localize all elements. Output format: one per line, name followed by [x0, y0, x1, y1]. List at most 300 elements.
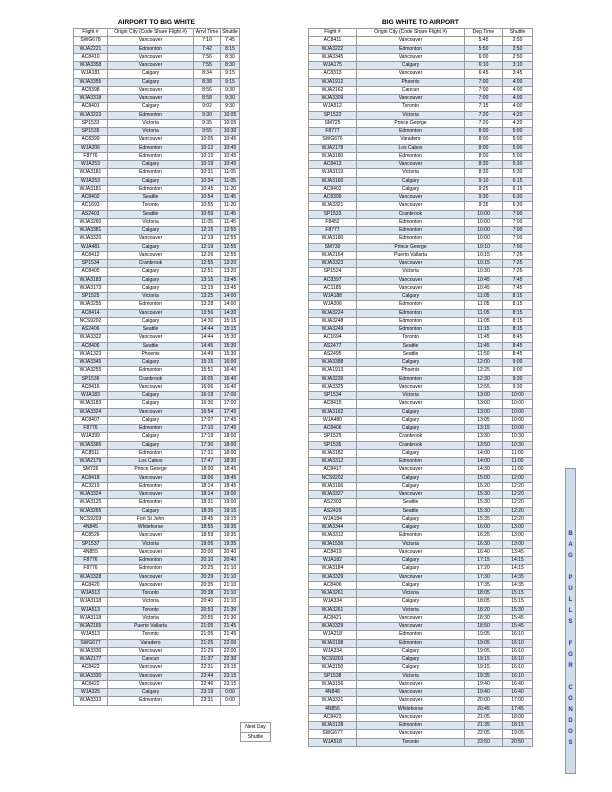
origin-city-cell: Vancouver — [108, 235, 194, 243]
shuttle-time-cell: 9:15 — [221, 78, 240, 86]
origin-city-cell: Edmonton — [108, 111, 194, 119]
time-cell: 19:40 — [465, 680, 503, 688]
vertical-note-letter: L — [568, 597, 573, 603]
origin-city-cell: Edmonton — [357, 326, 465, 334]
time-cell: 20:38 — [194, 590, 221, 598]
table-row — [309, 152, 533, 160]
shuttle-time-cell: 15:15 — [221, 326, 240, 334]
table-row — [309, 524, 533, 532]
flight-number-cell: AS2495 — [309, 350, 357, 358]
shuttle-time-cell: 5:30 — [503, 161, 533, 169]
origin-city-cell: Vancouver — [357, 548, 465, 556]
table-row — [74, 301, 240, 309]
time-cell: 8:00 — [465, 152, 503, 160]
flight-number-cell: WJA3160 — [309, 177, 357, 185]
shuttle-time-cell: 10:00 — [503, 425, 533, 433]
table-row — [309, 598, 533, 606]
table-row — [74, 317, 240, 325]
table-row — [309, 136, 533, 144]
shuttle-time-cell: 4:00 — [503, 95, 533, 103]
time-cell: 22:31 — [194, 664, 221, 672]
shuttle-time-cell: 11:20 — [221, 202, 240, 210]
origin-city-cell: Toronto — [108, 590, 194, 598]
origin-city-cell: Victoria — [357, 392, 465, 400]
origin-city-cell: Seattle — [357, 507, 465, 515]
origin-city-cell: Vancouver — [108, 309, 194, 317]
flight-number-cell: AC8423 — [309, 713, 357, 721]
time-cell: 15:30 — [465, 507, 503, 515]
origin-city-cell: Calgary — [108, 276, 194, 284]
vertical-note-letter: B — [568, 531, 573, 537]
shuttle-time-cell: 16:40 — [221, 367, 240, 375]
shuttle-time-cell: 4:00 — [503, 86, 533, 94]
flight-number-cell: AC8313 — [309, 70, 357, 78]
table-row — [74, 408, 240, 416]
flight-number-cell: WJA3183 — [74, 276, 108, 284]
shuttle-time-cell: 13:45 — [221, 284, 240, 292]
shuttle-time-cell: 12:55 — [221, 251, 240, 259]
flight-number-cell: WJA3184 — [309, 565, 357, 573]
flight-number-cell: SP1525 — [309, 433, 357, 441]
flight-number-cell: NCS9202 — [74, 317, 108, 325]
table-row — [309, 581, 533, 589]
origin-city-cell: Edmonton — [108, 697, 194, 705]
flight-number-cell: WJA3150 — [309, 664, 357, 672]
time-cell: 15:00 — [465, 474, 503, 482]
time-cell: 14:44 — [194, 334, 221, 342]
table-row — [309, 119, 533, 127]
flight-number-cell: AC8422 — [74, 680, 108, 688]
shuttle-time-cell: 10:45 — [221, 144, 240, 152]
table-row — [74, 565, 240, 573]
flight-number-cell: WJA2177 — [74, 656, 108, 664]
origin-city-cell: Toronto — [357, 738, 465, 746]
shuttle-time-cell: 15:30 — [221, 334, 240, 342]
shuttle-time-cell: 10:00 — [503, 400, 533, 408]
flight-number-cell: WJA3324 — [74, 408, 108, 416]
flight-number-cell: WJA3180 — [309, 152, 357, 160]
time-cell: 15:30 — [465, 491, 503, 499]
flight-number-cell: AC8401 — [74, 103, 108, 111]
origin-city-cell: Victoria — [357, 540, 465, 548]
origin-city-cell: Vancouver — [108, 86, 194, 94]
flight-number-cell: WJA3166 — [309, 482, 357, 490]
shuttle-time-cell: 20:40 — [221, 548, 240, 556]
shuttle-time-cell: 12:55 — [221, 235, 240, 243]
table-row — [74, 210, 240, 218]
shuttle-time-cell: 11:00 — [503, 449, 533, 457]
origin-city-cell: Victoria — [357, 268, 465, 276]
shuttle-time-cell: 16:40 — [221, 375, 240, 383]
time-cell: 14:49 — [194, 350, 221, 358]
origin-city-cell: Seattle — [357, 342, 465, 350]
shuttle-time-cell: 11:45 — [221, 210, 240, 218]
shuttle-time-cell: 14:30 — [221, 309, 240, 317]
time-cell: 10:00 — [465, 218, 503, 226]
time-cell: 18:45 — [194, 515, 221, 523]
table-row — [74, 103, 240, 111]
flight-number-cell: WJA218 — [309, 631, 357, 639]
shuttle-time-cell: 11:00 — [503, 458, 533, 466]
header-departure-time: Dep Time — [465, 29, 503, 37]
origin-city-cell: Vancouver — [108, 581, 194, 589]
flight-number-cell: WJA481 — [74, 243, 108, 251]
flight-number-cell: WJA325 — [74, 689, 108, 697]
table-row — [309, 293, 533, 301]
vertical-note-letter: S — [568, 619, 573, 625]
origin-city-cell: Vancouver — [357, 713, 465, 721]
origin-city-cell: Calgary — [108, 227, 194, 235]
table-row — [74, 350, 240, 358]
table-row — [74, 53, 240, 61]
shuttle-time-cell: 12:20 — [503, 482, 533, 490]
shuttle-time-cell: 5:00 — [503, 152, 533, 160]
vertical-note-letter: L — [568, 608, 573, 614]
time-cell: 10:59 — [194, 210, 221, 218]
flight-number-cell: WJA3328 — [74, 573, 108, 581]
flight-number-cell: WJA3223 — [74, 111, 108, 119]
origin-city-cell: Victoria — [108, 128, 194, 136]
table-row — [74, 416, 240, 424]
time-cell: 9:35 — [465, 202, 503, 210]
shuttle-time-cell: 8:15 — [503, 293, 533, 301]
table-row — [74, 524, 240, 532]
table-row — [74, 367, 240, 375]
shuttle-time-cell: 6:15 — [503, 185, 533, 193]
origin-city-cell: Calgary — [357, 449, 465, 457]
flight-number-cell: WJA3182 — [309, 449, 357, 457]
time-cell: 6:00 — [465, 53, 503, 61]
flight-number-cell: 4N855 — [74, 548, 108, 556]
time-cell: 7:00 — [465, 78, 503, 86]
shuttle-time-cell: 12:00 — [503, 474, 533, 482]
origin-city-cell: Calgary — [108, 284, 194, 292]
shuttle-time-cell: 18:00 — [503, 713, 533, 721]
table-row — [74, 86, 240, 94]
shuttle-time-cell: 7:25 — [503, 260, 533, 268]
shuttle-time-cell: 21:10 — [221, 590, 240, 598]
time-cell: 14:00 — [465, 449, 503, 457]
origin-city-cell: Vancouver — [108, 251, 194, 259]
time-cell: 20:29 — [194, 573, 221, 581]
flight-number-cell: AC8418 — [74, 474, 108, 482]
flight-number-cell: AC8413 — [309, 161, 357, 169]
table-row — [309, 284, 533, 292]
time-cell: 20:55 — [194, 614, 221, 622]
table-row — [309, 400, 533, 408]
origin-city-cell: Calgary — [108, 433, 194, 441]
time-cell: 13:56 — [194, 309, 221, 317]
shuttle-time-cell: 23:15 — [221, 672, 240, 680]
table-row — [74, 251, 240, 259]
flight-number-cell: 4N845 — [74, 524, 108, 532]
table-row — [74, 614, 240, 622]
time-cell: 18:14 — [194, 482, 221, 490]
origin-city-cell: Calgary — [108, 400, 194, 408]
time-cell: 7:15 — [465, 103, 503, 111]
flight-number-cell: WJA3318 — [74, 95, 108, 103]
time-cell: 23:19 — [194, 689, 221, 697]
flight-number-cell: WJA3248 — [309, 317, 357, 325]
flight-number-cell: NCS9203 — [74, 515, 108, 523]
table-row — [309, 680, 533, 688]
time-cell: 13:15 — [194, 276, 221, 284]
shuttle-time-cell: 9:30 — [503, 375, 533, 383]
origin-city-cell: Vancouver — [108, 95, 194, 103]
table-row — [74, 359, 240, 367]
flight-number-cell: WJA3323 — [309, 260, 357, 268]
table-row — [309, 416, 533, 424]
time-cell: 11:05 — [465, 301, 503, 309]
table-row — [309, 383, 533, 391]
shuttle-time-cell: 18:15 — [503, 722, 533, 730]
origin-city-cell: Vancouver — [357, 383, 465, 391]
origin-city-cell: Edmonton — [357, 301, 465, 309]
table-row — [74, 400, 240, 408]
time-cell: 10:30 — [465, 268, 503, 276]
time-cell: 16:25 — [465, 532, 503, 540]
flight-number-cell: AC8405 — [74, 268, 108, 276]
flight-number-cell: WJA1912 — [309, 78, 357, 86]
shuttle-time-cell: 8:15 — [503, 317, 533, 325]
time-cell: 15:30 — [465, 499, 503, 507]
time-cell: 17:07 — [194, 416, 221, 424]
table-row — [309, 491, 533, 499]
shuttle-time-cell: 13:45 — [503, 548, 533, 556]
vertical-note-letter: O — [568, 696, 573, 702]
origin-city-cell: Edmonton — [108, 425, 194, 433]
shuttle-time-cell: 15:15 — [221, 317, 240, 325]
time-cell: 20:25 — [194, 565, 221, 573]
table-row — [309, 128, 533, 136]
flight-number-cell: AC8406 — [74, 342, 108, 350]
origin-city-cell: Vancouver — [108, 408, 194, 416]
shuttle-time-cell: 19:00 — [221, 499, 240, 507]
flight-number-cell: WJA3255 — [74, 301, 108, 309]
shuttle-time-cell: 19:35 — [221, 540, 240, 548]
table-row — [309, 458, 533, 466]
shuttle-time-cell: 23:15 — [221, 664, 240, 672]
origin-city-cell: Calgary — [357, 177, 465, 185]
time-cell: 8:38 — [194, 78, 221, 86]
origin-city-cell: Calgary — [108, 161, 194, 169]
time-cell: 7:42 — [194, 45, 221, 53]
shuttle-time-cell: 18:45 — [221, 466, 240, 474]
time-cell: 8:30 — [465, 161, 503, 169]
shuttle-time-cell: 0:00 — [221, 697, 240, 705]
flight-number-cell: SWG676 — [309, 136, 357, 144]
vertical-note-letter: O — [568, 729, 573, 735]
origin-city-cell: Victoria — [108, 119, 194, 127]
flight-number-cell: WJA518 — [309, 738, 357, 746]
table-row — [74, 680, 240, 688]
shuttle-time-cell: 18:30 — [221, 458, 240, 466]
time-cell: 8:00 — [465, 144, 503, 152]
origin-city-cell: Vancouver — [108, 672, 194, 680]
table-row — [309, 474, 533, 482]
table-row — [74, 441, 240, 449]
flight-number-cell: WJA206 — [309, 301, 357, 309]
table-row — [74, 119, 240, 127]
shuttle-time-cell: 13:00 — [503, 524, 533, 532]
table-row — [309, 317, 533, 325]
flight-number-cell: AS2403 — [74, 210, 108, 218]
time-cell: 18:06 — [194, 474, 221, 482]
flight-number-cell: WJA3156 — [309, 680, 357, 688]
shuttle-time-cell: 16:00 — [221, 359, 240, 367]
table-row — [309, 185, 533, 193]
flight-number-cell: SP1538 — [309, 672, 357, 680]
time-cell: 12:25 — [465, 367, 503, 375]
table-row — [309, 301, 533, 309]
table-row — [74, 557, 240, 565]
table-row — [74, 573, 240, 581]
shuttle-time-cell: 7:00 — [503, 210, 533, 218]
table-row — [74, 532, 240, 540]
header-origin-city: Origin City (Code Share Flight #) — [108, 29, 194, 37]
flight-number-cell: WJA513 — [74, 631, 108, 639]
origin-city-cell: Vancouver — [357, 614, 465, 622]
table-row — [74, 293, 240, 301]
origin-city-cell: Calgary — [357, 664, 465, 672]
time-cell: 8:34 — [194, 70, 221, 78]
table-row — [309, 144, 533, 152]
shuttle-time-cell: 2:50 — [503, 37, 533, 45]
time-cell: 13:30 — [465, 433, 503, 441]
flight-number-cell: AC8417 — [309, 466, 357, 474]
table-row — [309, 730, 533, 738]
origin-city-cell: Vancouver — [357, 697, 465, 705]
origin-city-cell: Edmonton — [108, 557, 194, 565]
time-cell: 10:15 — [465, 260, 503, 268]
shuttle-time-cell: 21:10 — [221, 565, 240, 573]
flight-number-cell: AS2477 — [309, 342, 357, 350]
flight-number-cell: AC1693 — [74, 202, 108, 210]
table-row — [74, 515, 240, 523]
origin-city-cell: Toronto — [108, 631, 194, 639]
flight-number-cell: AS2429 — [309, 507, 357, 515]
flight-number-cell: WJA1913 — [309, 367, 357, 375]
shuttle-time-cell: 22:30 — [221, 656, 240, 664]
time-cell: 22:44 — [194, 672, 221, 680]
shuttle-time-cell: 21:30 — [221, 606, 240, 614]
time-cell: 6:10 — [465, 62, 503, 70]
time-cell: 13:15 — [465, 425, 503, 433]
origin-city-cell: Cancun — [108, 656, 194, 664]
origin-city-cell: Calgary — [108, 243, 194, 251]
time-cell: 10:00 — [465, 210, 503, 218]
table-row — [309, 95, 533, 103]
table-row — [74, 672, 240, 680]
shuttle-time-cell: 18:00 — [221, 449, 240, 457]
shuttle-time-cell: 7:00 — [503, 227, 533, 235]
time-cell: 8:56 — [194, 86, 221, 94]
table-row — [309, 103, 533, 111]
origin-city-cell: Victoria — [357, 606, 465, 614]
flight-number-cell: WJA3125 — [74, 499, 108, 507]
time-cell: 16:00 — [465, 524, 503, 532]
flight-number-cell: WJA3312 — [309, 532, 357, 540]
table-row — [74, 218, 240, 226]
time-cell: 17:35 — [465, 581, 503, 589]
header-flight: Flight # — [309, 29, 357, 37]
shuttle-time-cell: 14:00 — [221, 301, 240, 309]
shuttle-time-cell: 21:10 — [221, 598, 240, 606]
origin-city-cell: Puerto Vallarta — [357, 251, 465, 259]
time-cell: 22:05 — [465, 730, 503, 738]
table-row — [309, 408, 533, 416]
table-row — [74, 540, 240, 548]
origin-city-cell: Vancouver — [357, 680, 465, 688]
table-row — [74, 185, 240, 193]
time-cell: 12:00 — [465, 359, 503, 367]
shuttle-time-cell: 10:00 — [503, 408, 533, 416]
header-arrival-time: Arrvl Time — [194, 29, 221, 37]
shuttle-time-cell: 7:25 — [503, 251, 533, 259]
origin-city-cell: Victoria — [357, 111, 465, 119]
table-row — [74, 342, 240, 350]
table-row — [74, 111, 240, 119]
table-row — [309, 433, 533, 441]
flight-number-cell: WJA3239 — [309, 375, 357, 383]
table-row — [74, 227, 240, 235]
time-cell: 17:47 — [194, 458, 221, 466]
shuttle-time-cell: 10:05 — [221, 119, 240, 127]
table-row — [74, 334, 240, 342]
flight-number-cell: WJA188 — [309, 293, 357, 301]
origin-city-cell: Prince George — [357, 119, 465, 127]
origin-city-cell: Edmonton — [357, 722, 465, 730]
shuttle-time-cell: 9:00 — [503, 367, 533, 375]
shuttle-time-cell: 15:15 — [503, 590, 533, 598]
table-row — [309, 70, 533, 78]
shuttle-time-cell: 17:45 — [221, 425, 240, 433]
shuttle-time-cell: 0:00 — [221, 689, 240, 697]
flight-number-cell: SWG677 — [309, 730, 357, 738]
flight-number-cell: WJA3345 — [74, 359, 108, 367]
table-header-row — [74, 29, 240, 37]
time-cell: 15:15 — [194, 359, 221, 367]
time-cell: 7:00 — [465, 95, 503, 103]
origin-city-cell: Cranbrook — [357, 433, 465, 441]
flight-number-cell: WJA2165 — [74, 623, 108, 631]
origin-city-cell: Vancouver — [108, 62, 194, 70]
flight-number-cell: WJA2221 — [74, 45, 108, 53]
shuttle-time-cell: 16:40 — [503, 680, 533, 688]
table-row — [309, 202, 533, 210]
shuttle-time-cell: 9:30 — [221, 86, 240, 94]
flight-number-cell: F8452 — [309, 218, 357, 226]
time-cell: 13:15 — [194, 284, 221, 292]
time-cell: 11:05 — [465, 293, 503, 301]
origin-city-cell: Seattle — [357, 350, 465, 358]
time-cell: 10:55 — [194, 202, 221, 210]
origin-city-cell: Edmonton — [357, 375, 465, 383]
time-cell: 12:30 — [465, 375, 503, 383]
flight-number-cell: WJA512 — [309, 103, 357, 111]
flight-number-cell: WJA253 — [74, 161, 108, 169]
shuttle-time-cell: 4:20 — [503, 111, 533, 119]
flight-number-cell: WJA3313 — [74, 697, 108, 705]
origin-city-cell: Calgary — [357, 656, 465, 664]
time-cell: 12:55 — [194, 260, 221, 268]
table-row — [309, 194, 533, 202]
origin-city-cell: Calgary — [357, 647, 465, 655]
origin-city-cell: Calgary — [108, 103, 194, 111]
table-row — [74, 243, 240, 251]
time-cell: 18:14 — [194, 491, 221, 499]
time-cell: 15:20 — [465, 482, 503, 490]
